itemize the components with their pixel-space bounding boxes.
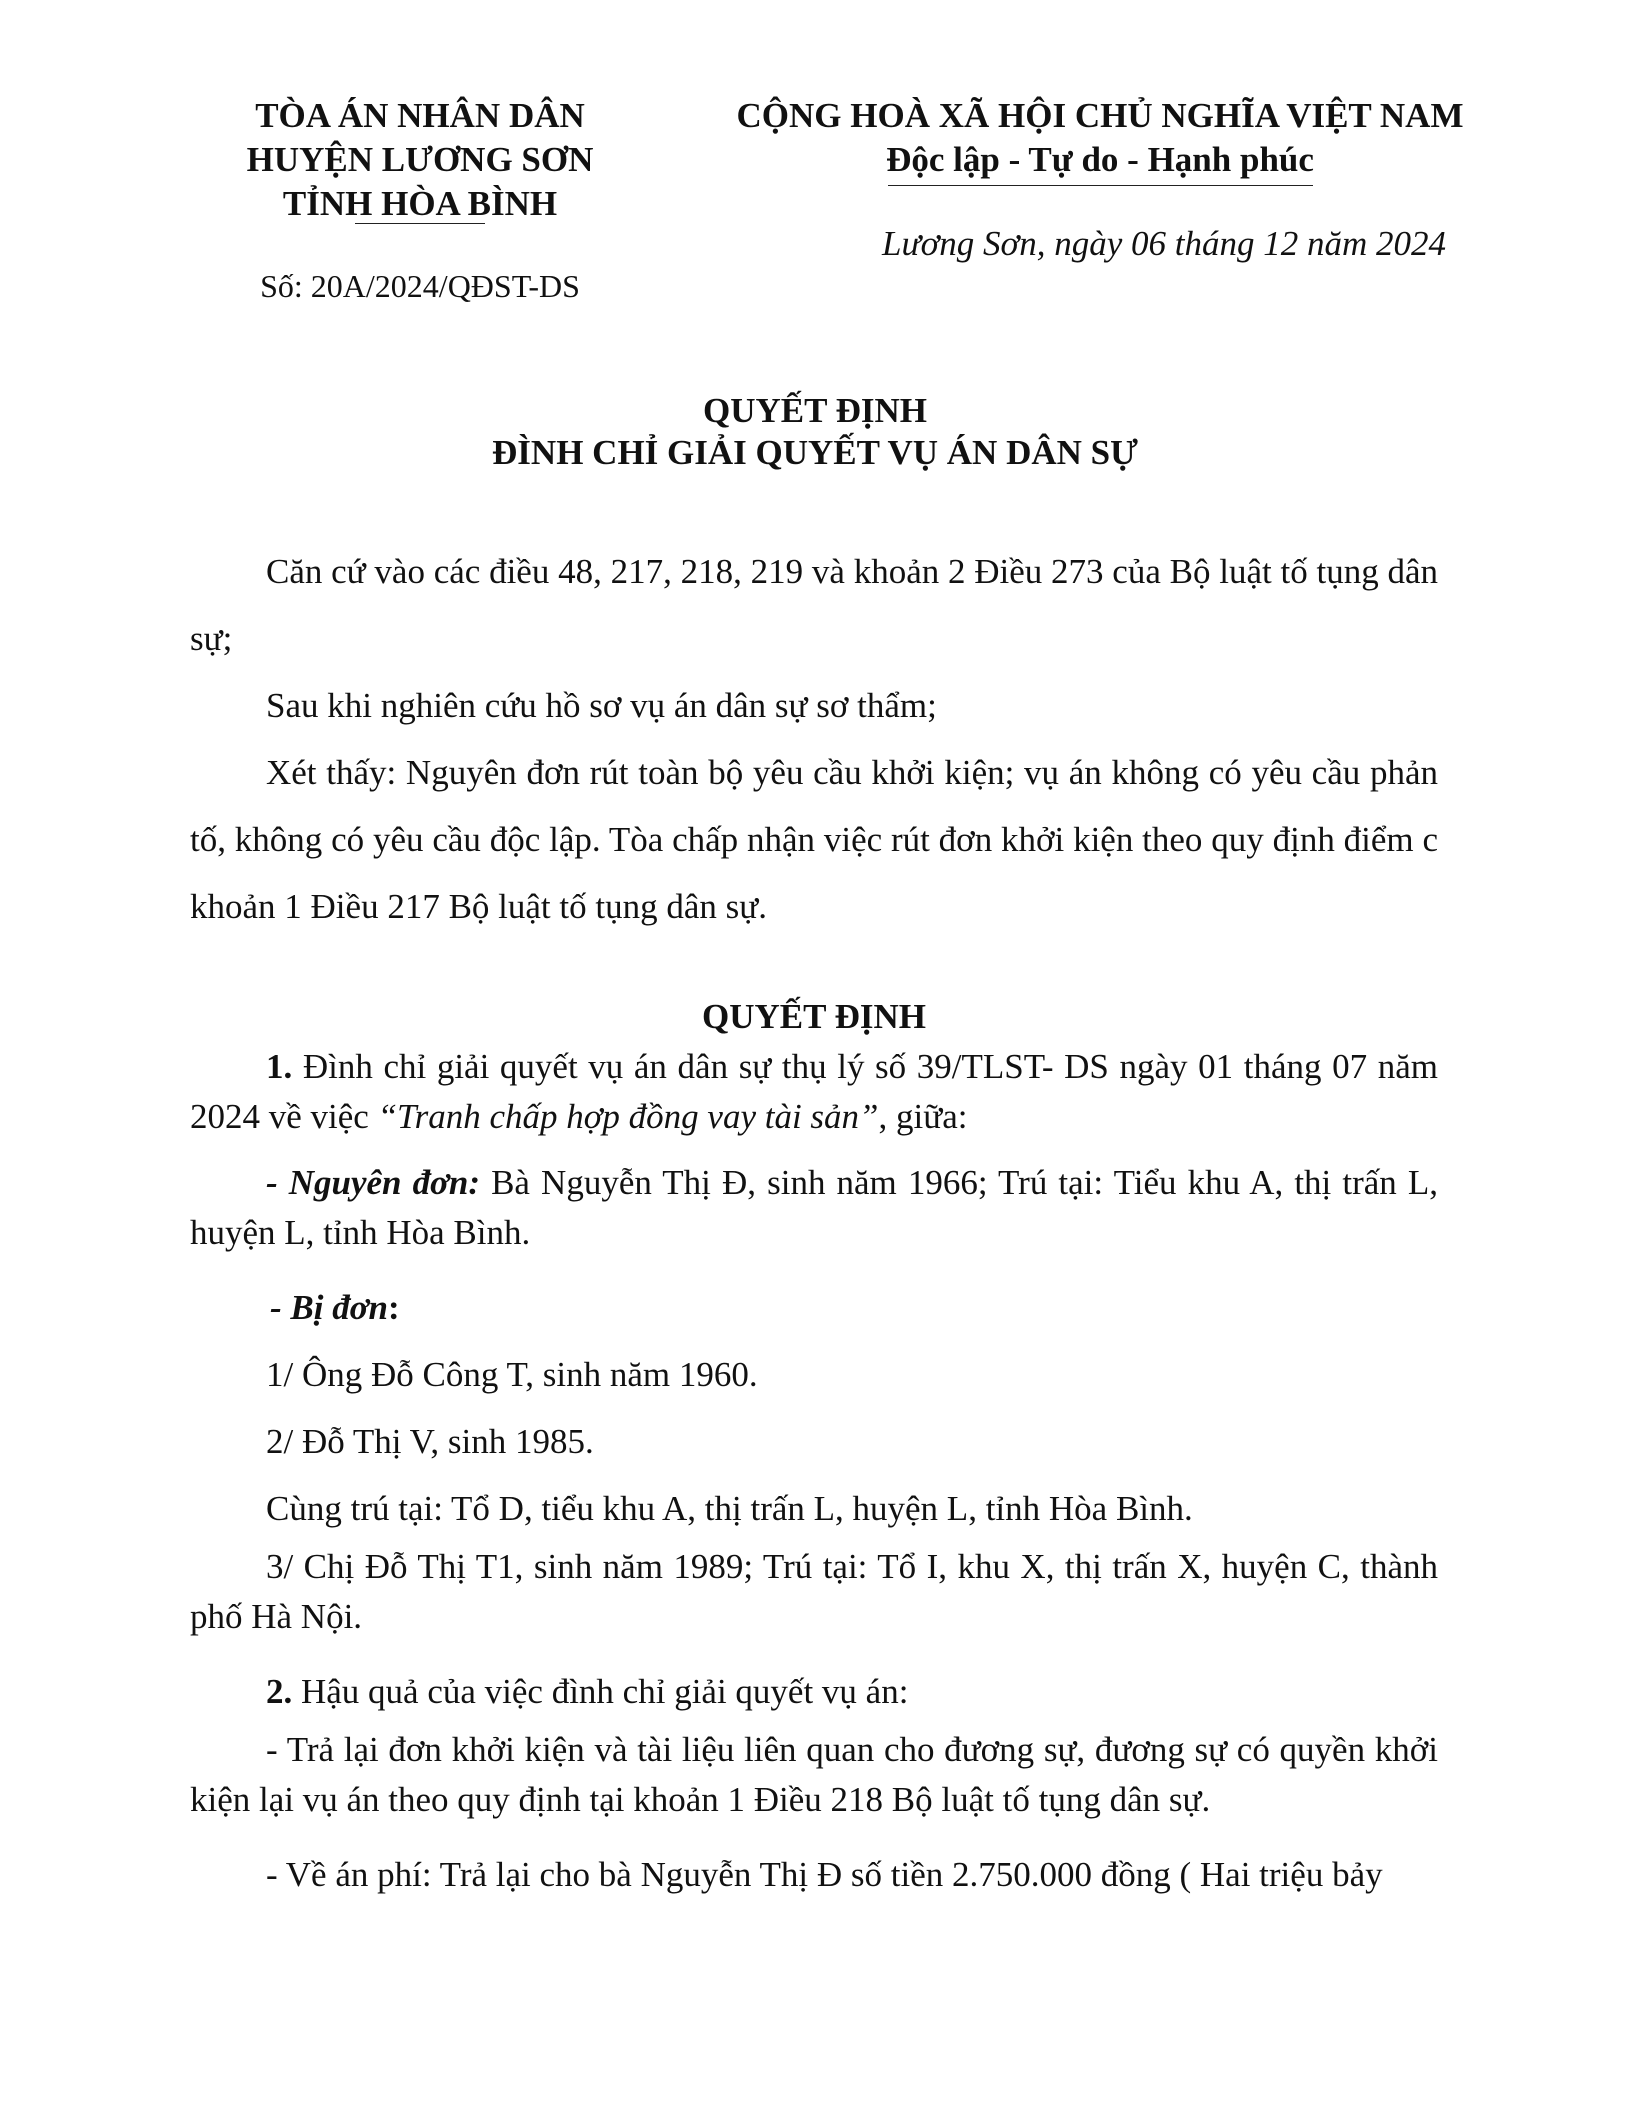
plaintiff-details: Bà Nguyễn Thị Đ, sinh năm 1966; Trú tại: Tiểu khu A, thị trấn L, huyện L, tỉnh Hòa Bình. xyxy=(190,1163,1438,1252)
decision-number: Số: 20A/2024/QĐST-DS xyxy=(260,268,580,304)
consequence-return-petition: - Trả lại đơn khởi kiện và tài liệu liên quan cho đương sự, đương sự có quyền khởi kiện lại vụ án theo quy định tại khoản 1 Điều 218 Bộ luật tố tụng dân sự. xyxy=(190,1730,1438,1819)
title-line-2: ĐÌNH CHỈ GIẢI QUYẾT VỤ ÁN DÂN SỰ xyxy=(492,433,1138,472)
motto-underline xyxy=(888,185,1313,186)
preamble-finding: Xét thấy: Nguyên đơn rút toàn bộ yêu cầu khởi kiện; vụ án không có yêu cầu phản tố, không có yêu cầu độc lập. Tòa chấp nhận việc rút đơn khởi kiện theo quy định điểm c khoản 1 Điều 217 Bộ luật tố tụng dân sự. xyxy=(190,753,1438,926)
defendant-colon: : xyxy=(387,1288,400,1327)
court-name-block xyxy=(200,94,640,224)
defendant-label: - Bị đơn xyxy=(270,1288,388,1327)
defendant-3: 3/ Chị Đỗ Thị T1, sinh năm 1989; Trú tại: Tổ I, khu X, thị trấn X, huyện C, thành phố Hà Nội. xyxy=(190,1547,1438,1636)
item-2-number: 2. xyxy=(266,1672,293,1711)
preamble-legal-basis: Căn cứ vào các điều 48, 217, 218, 219 và khoản 2 Điều 273 của Bộ luật tố tụng dân sự; xyxy=(190,552,1438,658)
decision-item-2 xyxy=(190,1658,1438,1725)
decision-heading: QUYẾT ĐỊNH xyxy=(702,997,926,1036)
country-name: CỘNG HOÀ XÃ HỘI CHỦ NGHĨA VIỆT NAM xyxy=(736,96,1464,135)
title-line-1: QUYẾT ĐỊNH xyxy=(703,391,927,430)
decision-item-1 xyxy=(190,1042,1438,1142)
court-line-1: TÒA ÁN NHÂN DÂN xyxy=(255,96,585,135)
defendant-1: 1/ Ông Đỗ Công T, sinh năm 1960. xyxy=(266,1355,758,1394)
national-motto: Độc lập - Tự do - Hạnh phúc xyxy=(886,140,1314,179)
place-and-date: Lương Sơn, ngày 06 tháng 12 năm 2024 xyxy=(882,224,1446,263)
document-body xyxy=(190,538,1438,1908)
shared-address: Cùng trú tại: Tổ D, tiểu khu A, thị trấn L, huyện L, tỉnh Hòa Bình. xyxy=(266,1489,1193,1528)
plaintiff-paragraph xyxy=(190,1158,1438,1258)
document-title xyxy=(190,390,1440,474)
item-1-text-b: , giữa: xyxy=(878,1097,968,1136)
item-1-number: 1. xyxy=(266,1047,293,1086)
defendant-2: 2/ Đỗ Thị V, sinh 1985. xyxy=(266,1422,594,1461)
plaintiff-label: - Nguyên đơn: xyxy=(266,1163,480,1202)
item-1-text-a: Đình chỉ giải quyết vụ án dân sự thụ lý số 39/TLST- DS ngày 01 tháng 07 năm 2024 về việc xyxy=(190,1047,1438,1136)
consequence-court-fee: - Về án phí: Trả lại cho bà Nguyễn Thị Đ số tiền 2.750.000 đồng ( Hai triệu bảy xyxy=(266,1855,1383,1894)
defendant-heading xyxy=(190,1274,1438,1341)
case-name: “Tranh chấp hợp đồng vay tài sản” xyxy=(377,1097,879,1136)
preamble-review: Sau khi nghiên cứu hồ sơ vụ án dân sự sơ thẩm; xyxy=(266,686,937,725)
national-header-block xyxy=(700,94,1500,186)
court-line-2: HUYỆN LƯƠNG SƠN xyxy=(246,140,594,179)
item-2-text: Hậu quả của việc đình chỉ giải quyết vụ án: xyxy=(292,1672,909,1711)
court-line-3: TỈNH HÒA BÌNH xyxy=(282,184,558,223)
